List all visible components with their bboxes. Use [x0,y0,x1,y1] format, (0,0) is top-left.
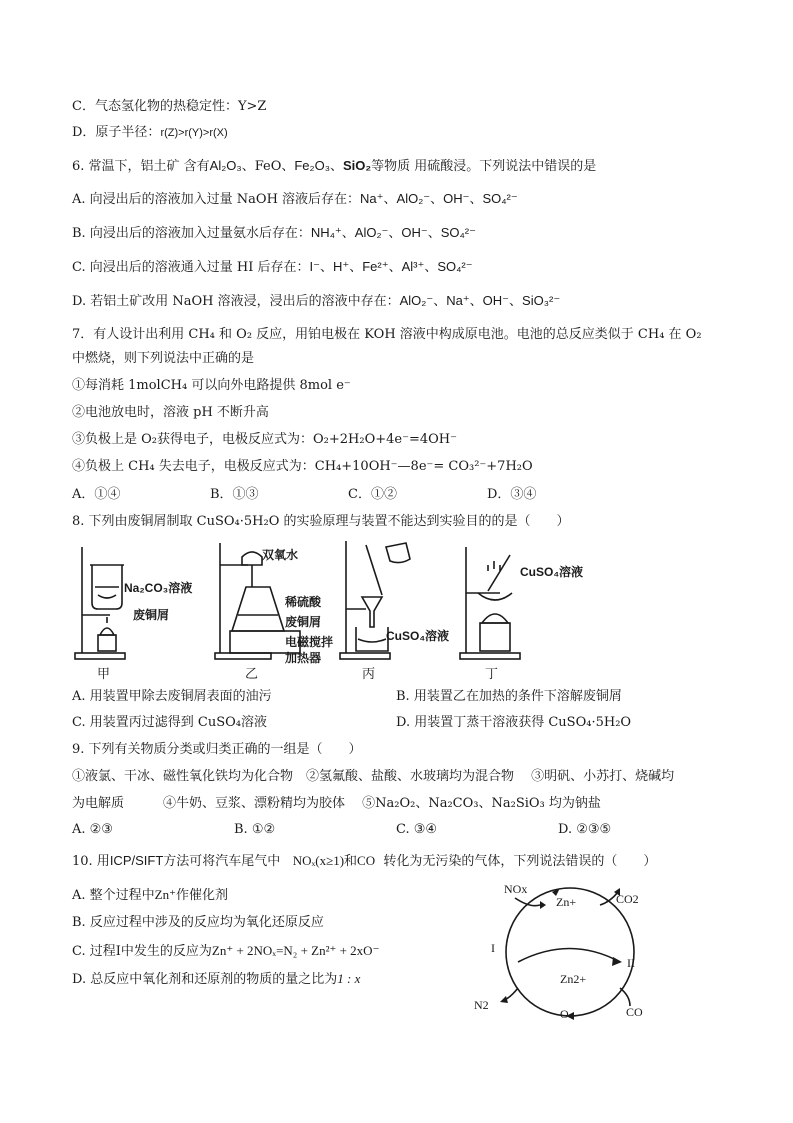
label-h2o2: 双氧水 [262,548,299,562]
cycle-n2: N2 [474,998,489,1012]
label-dilute-h2so4: 稀硫酸 [285,595,322,609]
q10-stem [72,852,656,871]
label-yi: 乙 [245,666,259,681]
q7-statement-3: ③负极上是 O₂获得电子，电极反应式为：O₂+2H₂O+4e⁻=4OH⁻ [72,432,457,447]
q5-option-d-text: D．原子半径： [72,125,161,140]
label-ding: 丁 [485,666,499,681]
q8-option-c: C. 用装置丙过滤得到 CuSO₄溶液 [72,715,267,730]
label-stirrer-2: 加热器 [285,651,322,665]
q6-option-d-ions: AlO₂⁻、Na⁺、OH⁻、SiO₃²⁻ [399,293,561,308]
q7-statement-4: ④负极上 CH₄ 失去电子，电极反应式为：CH₄+10OH⁻—8e⁻= CO₃²⁻+7H₂O [72,459,533,474]
cycle-zn-plus: Zn+ [556,895,577,909]
q10-option-a-formula: Zn⁺ [154,887,176,902]
label-waste-cu-yi: 废铜屑 [285,615,322,629]
q9-line-2: 为电解质 ④牛奶、豆浆、漂粉精均为胶体 ⑤Na₂O₂、Na₂CO₃、Na₂SiO₃ 均为钠盐 [72,796,601,811]
q9-option-a: A. ②③ [72,822,113,837]
q6-stem-text-3: 、 [329,159,343,174]
q6-stem [72,157,596,176]
q10-option-d-formula: 1 : x [337,971,361,986]
q8-option-a: A. 用装置甲除去废铜屑表面的油污 [72,689,272,704]
q10-option-c-text: C. 过程Ⅰ中发生的反应为 [72,944,212,959]
q6-option-b-ions: NH₄⁺、AlO₂⁻、OH⁻、SO₄²⁻ [310,225,476,240]
q6-stem-text: 6. 常温下，铝土矿 含有 [72,159,210,174]
q6-option-c-ions: I⁻、H⁺、Fe²⁺、Al³⁺、SO₄²⁻ [309,259,473,274]
q6-option-c [72,258,473,277]
q5-option-d [72,124,228,142]
q6-option-d [72,292,560,311]
q7-option-a: A．①④ [72,487,121,502]
q10-method: ICP/SIFT [109,853,164,868]
cycle-o-minus: O- [560,1007,573,1021]
q10-option-a [72,886,228,905]
label-cuso4-ding: CuSO₄溶液 [520,565,584,579]
q10-co: CO [357,853,376,868]
q10-stem-text-4: 转化为无污染的气体，下列说法错误的（ ） [383,854,657,869]
cycle-co2: CO2 [616,892,639,906]
label-stirrer-1: 电磁搅拌 [285,635,334,649]
q9-option-b: B. ①② [234,822,276,837]
q6-stem-text-4: 等物质 用硫酸浸。下列说法中错误的是 [371,159,597,174]
q7-option-b: B．①③ [210,487,259,502]
q10-option-c [72,942,379,961]
label-na2co3: Na₂CO₃溶液 [124,581,193,595]
q5-option-c: C．气态氢化物的热稳定性：Y>Z [72,99,267,114]
q10-nox: NOₓ(x≥1) [292,853,345,868]
q9-stem: 9. 下列有关物质分类或归类正确的一组是（ ） [72,742,362,757]
q10-stem-text-3: 和 [344,854,358,869]
q10-option-d-text: D. 总反应中氧化剂和还原剂的物质的量之比为 [72,972,338,987]
q8-option-d: D. 用装置丁蒸干溶液获得 CuSO₄·5H₂O [396,715,632,730]
cycle-label-ii: II [627,956,635,970]
q6-formula-al2o3: Al₂O₃ [209,158,242,173]
q7-statement-2: ②电池放电时，溶液 pH 不断升高 [72,405,269,420]
q6-option-b-text: B. 向浸出后的溶液加入过量氨水后存在： [72,226,311,241]
q7-option-c: C．①② [348,487,397,502]
q6-formula-fe2o3: Fe₂O₃ [294,158,330,173]
cycle-nox: NOx [504,882,528,896]
q10-option-a-text: A. 整个过程中 [72,888,155,903]
cycle-label-i: I [491,941,495,955]
q9-line-1: ①液氯、干冰、磁性氧化铁均为化合物 ②氢氟酸、盐酸、水玻璃均为混合物 ③明矾、小苏打、烧碱均 [72,769,675,784]
q6-stem-text-2: 、FeO、 [241,159,295,174]
q7-statement-1: ①每消耗 1molCH₄ 可以向外电路提供 8mol e⁻ [72,378,351,393]
apparatus-jia [75,547,125,659]
label-cuso4-bing: CuSO₄溶液 [386,629,450,643]
q10-option-c-formula: Zn⁺ + 2NOₓ=N₂ + Zn²⁺ + 2xO⁻ [211,943,380,958]
q10-stem-text-2: 方法可将汽车尾气中 [163,854,281,869]
q10-option-a-tail: 作催化剂 [175,888,228,903]
label-bing: 丙 [362,666,376,681]
apparatus-ding [460,547,520,659]
q5-option-d-formula: r(Z)>r(Y)>r(X) [160,127,228,139]
q6-formula-sio2: SiO₂ [343,158,372,173]
q7-stem-line2: 中燃烧，则下列说法中正确的是 [72,351,255,366]
q6-option-a-text: A. 向浸出后的溶液加入过量 NaOH 溶液后存在： [72,192,361,207]
q8-option-b: B. 用装置乙在加热的条件下溶解废铜屑 [396,689,622,704]
q9-option-c: C. ③④ [396,822,438,837]
q7-option-d: D．③④ [487,487,537,502]
q10-option-d [72,970,360,989]
q6-option-d-text: D. 若铝土矿改用 NaOH 溶液浸，浸出后的溶液中存在： [72,294,400,309]
cycle-zn-2plus: Zn2+ [560,972,587,986]
q6-option-c-text: C. 向浸出后的溶液通入过量 HI 后存在： [72,260,310,275]
q10-stem-text: 10. 用 [72,854,110,869]
q10-option-b: B. 反应过程中涉及的反应均为氧化还原反应 [72,915,324,930]
label-jia: 甲 [97,666,111,681]
q6-option-a-ions: Na⁺、AlO₂⁻、OH⁻、SO₄²⁻ [360,191,518,206]
q6-option-a [72,190,518,209]
q9-option-d: D. ②③⑤ [558,822,612,837]
label-waste-cu-jia: 废铜屑 [133,608,170,622]
cycle-co: CO [626,1005,643,1019]
q6-option-b [72,224,476,243]
q8-stem: 8. 下列由废铜屑制取 CuSO₄·5H₂O 的实验原理与装置不能达到实验目的的是（ ） [72,514,570,529]
q7-stem-line1: 7．有人设计出利用 CH₄ 和 O₂ 反应，用铂电极在 KOH 溶液中构成原电池。电池的总反应类似于 CH₄ 在 O₂ [72,327,702,342]
